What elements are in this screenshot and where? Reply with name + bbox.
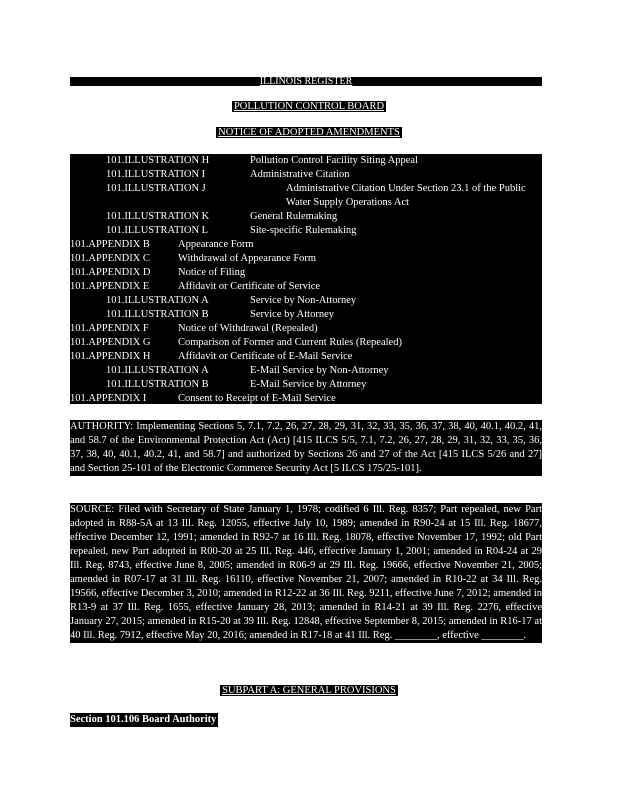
toc-entry-title: Administrative Citation [250,169,350,180]
toc-row [70,392,542,406]
toc-entry-title: Affidavit or Certificate of Service [178,281,321,292]
toc-entry-title: Site-specific Rulemaking [250,225,357,236]
toc-entry-title: General Rulemaking [250,211,338,222]
subpart-heading-line [0,684,618,698]
board-title: POLLUTION CONTROL BOARD [233,101,385,112]
toc-row [70,252,542,266]
toc-entry-number: 101.ILLUSTRATION B [106,309,209,320]
table-of-contents [70,154,542,404]
toc-row [70,280,542,294]
toc-entry-number: 101.ILLUSTRATION A [106,295,209,306]
subpart-heading: SUBPART A: GENERAL PROVISIONS [222,685,396,696]
toc-entry-title: Comparison of Former and Current Rules (Repealed) [178,337,402,348]
toc-row [70,322,542,336]
toc-entry-title: E-Mail Service by Attorney [250,379,367,390]
notice-title: NOTICE OF ADOPTED AMENDMENTS [218,127,400,138]
toc-entry-number: 101.ILLUSTRATION I [106,169,206,180]
toc-entry-number: 101.ILLUSTRATION H [106,155,210,166]
toc-row [70,364,542,378]
toc-entry-number: 101.APPENDIX C [70,253,150,264]
toc-entry-number: 101.APPENDIX E [70,281,150,292]
toc-entry-title: Affidavit or Certificate of E-Mail Service [178,351,353,362]
toc-entry-title: Service by Non-Attorney [250,295,357,306]
toc-row [70,266,542,280]
toc-row [70,350,542,364]
toc-row [70,154,542,168]
register-header-bar [70,77,542,86]
toc-entry-title: Withdrawal of Appearance Form [178,253,317,264]
toc-entry-number: 101.ILLUSTRATION J [106,183,206,194]
toc-entry-title: Administrative Citation Under Section 23.1 of the Public Water Supply Operations Act [286,183,526,208]
toc-entry-number: 101.ILLUSTRATION L [106,225,209,236]
toc-row [70,294,542,308]
toc-entry-number: 101.ILLUSTRATION K [106,211,210,222]
register-title: ILLINOIS REGISTER [259,76,353,87]
authority-paragraph: AUTHORITY: Implementing Sections 5, 7.1, 7.2, 26, 27, 28, 29, 31, 32, 33, 35, 36, 37, 38, 40, 40.1, 40.2, 41, and 58.7 of the Environmental Protection Act (Act) [415 ILCS 5/5, 7.1, 7.2, 26, 27, 28, 29, 31, 32, 33, 35, 36, 37, 38, 40, 40.1, 40.2, 41, and 58.7] and authorized by Sections 26 and 27 of the Act [415 ILCS 5/26 and 27] and Section 25-101 of the Electronic Commerce Security Act [5 ILCS 175/25-101]. [70,421,542,474]
toc-entry-title: Consent to Receipt of E-Mail Service [178,393,336,404]
toc-row [70,182,542,210]
toc-entry-title: Service by Attorney [250,309,334,320]
toc-entry-title: Appearance Form [178,239,254,250]
toc-row [70,336,542,350]
source-paragraph: SOURCE: Filed with Secretary of State January 1, 1978; codified 6 Ill. Reg. 8357; Part repealed, new Part adopted in R88-5A at 13 Ill. Reg. 12055, effective July 10, 1989; amended in R90-24 at 15 Ill. Reg. 18677, effective December 12, 1991; amended in R92-7 at 16 Ill. Reg. 18078, effective November 17, 1992; old Part repealed, new Part adopted in R00-20 at 25 Ill. Reg. 446, effective January 1, 2001; amended in R04-24 at 29 Ill. Reg. 8743, effective June 8, 2005; amended in R06-9 at 29 Ill. Reg. 19666, effective November 21, 2005; amended in R07-17 at 31 Ill. Reg. 16110, effective November 21, 2007; amended in R10-22 at 34 Ill. Reg. 19566, effective December 3, 2010; amended in R12-22 at 36 Ill. Reg. 9211, effective June 7, 2012; amended in R13-9 at 37 Ill. Reg. 1655, effective January 28, 2013; amended in R14-21 at 39 Ill. Reg. 2276, effective January 27, 2015; amended in R15-20 at 39 Ill. Reg. 12848, effective September 8, 2015; amended in R16-17 at 40 Ill. Reg. 7912, effective May 20, 2016; amended in R17-18 at 41 Ill. Reg. ________, effective ________. [70,504,542,641]
toc-entry-number: 101.APPENDIX B [70,239,150,250]
toc-entry-title: E-Mail Service by Non-Attorney [250,365,389,376]
toc-entry-title: Notice of Filing [178,267,246,278]
toc-entry-number: 101.ILLUSTRATION A [106,365,209,376]
toc-row [70,238,542,252]
toc-row [70,378,542,392]
toc-row [70,210,542,224]
toc-entry-number: 101.APPENDIX F [70,323,149,334]
toc-entry-title: Pollution Control Facility Siting Appeal [250,155,419,166]
toc-entry-number: 101.APPENDIX H [70,351,151,362]
section-heading: Section 101.106 Board Authority [70,714,217,725]
notice-title-line [0,127,618,139]
toc-entry-number: 101.ILLUSTRATION B [106,379,209,390]
toc-entry-number: 101.APPENDIX D [70,267,151,278]
toc-row [70,308,542,322]
board-title-line [0,101,618,113]
toc-entry-number: 101.APPENDIX G [70,337,151,348]
toc-row [70,224,542,238]
toc-entry-number: 101.APPENDIX I [70,393,147,404]
toc-entry-title: Notice of Withdrawal (Repealed) [178,323,318,334]
toc-row [70,168,542,182]
